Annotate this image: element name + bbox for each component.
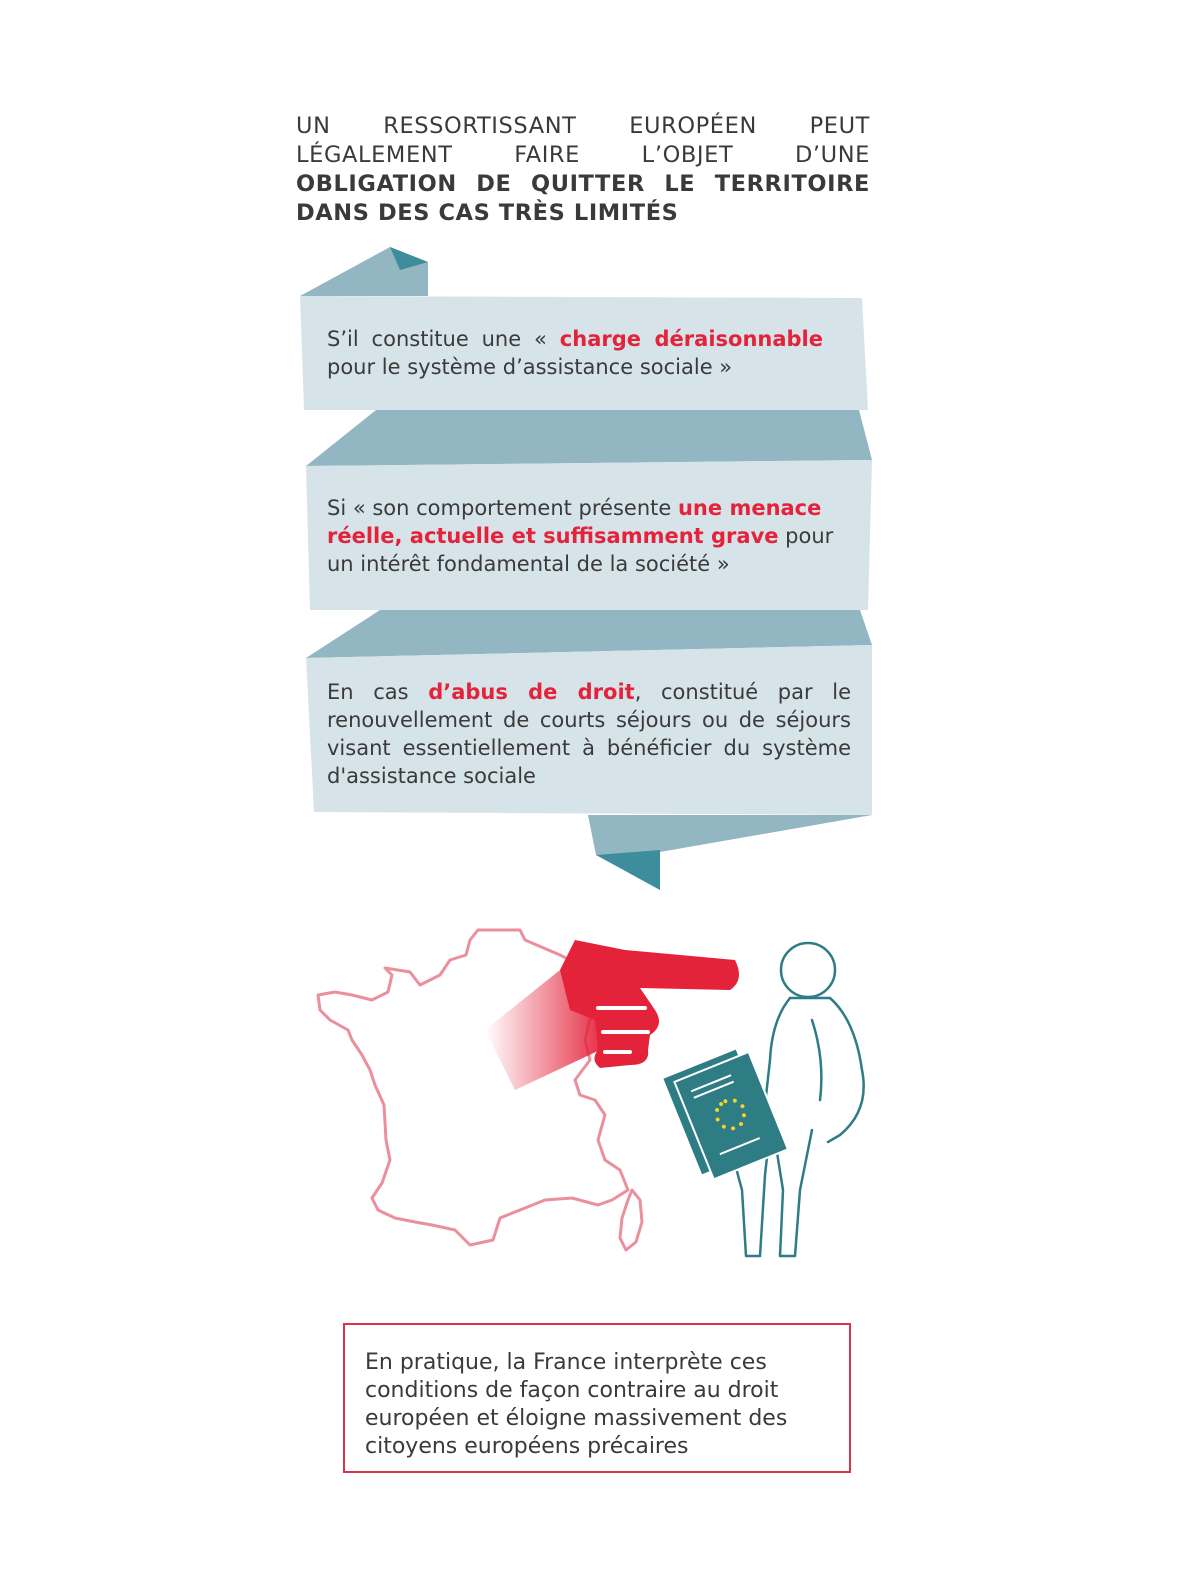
ribbon-fold-1: [306, 410, 872, 466]
heading-bold: OBLIGATION DE QUITTER LE TERRITOIRE DANS DES CAS TRÈS LIMITÉS: [296, 171, 870, 226]
ribbon-top-flap: [300, 247, 428, 296]
case-1-text: [327, 325, 823, 381]
heading-plain: UN RESSORTISSANT EUROPÉEN PEUT LÉGALEMENT FAIRE L’OBJET D’UNE: [296, 113, 870, 168]
case-1-highlight: charge déraisonnable: [559, 327, 823, 351]
case-2-before: Si « son comportement présente: [327, 496, 678, 520]
ribbon-bottom-tip: [596, 850, 660, 890]
case-2-highlight: une menace réelle, actuelle et suffisamment grave: [327, 496, 822, 548]
case-2-after: pour un intérêt fondamental de la société »: [327, 524, 834, 576]
conclusion-text: En pratique, la France interprète ces conditions de façon contraire au droit européen et éloigne massivement des citoyens européens précaires: [365, 1350, 788, 1459]
case-3-after: , constitué par le renouvellement de courts séjours ou de séjours visant essentiellement à bénéficier du système d'assistance sociale: [327, 680, 852, 788]
case-3-text: [327, 678, 851, 790]
ribbon-bottom-flap: [588, 815, 872, 855]
case-3-before: En cas: [327, 680, 429, 704]
case-1-before: S’il constitue une «: [327, 327, 560, 351]
case-2-text: [327, 494, 857, 578]
conclusion-box: [343, 1323, 851, 1473]
case-1-after: pour le système d’assistance sociale »: [327, 355, 733, 379]
case-3-highlight: d’abus de droit: [428, 680, 635, 704]
illustration: [0, 900, 1181, 1300]
